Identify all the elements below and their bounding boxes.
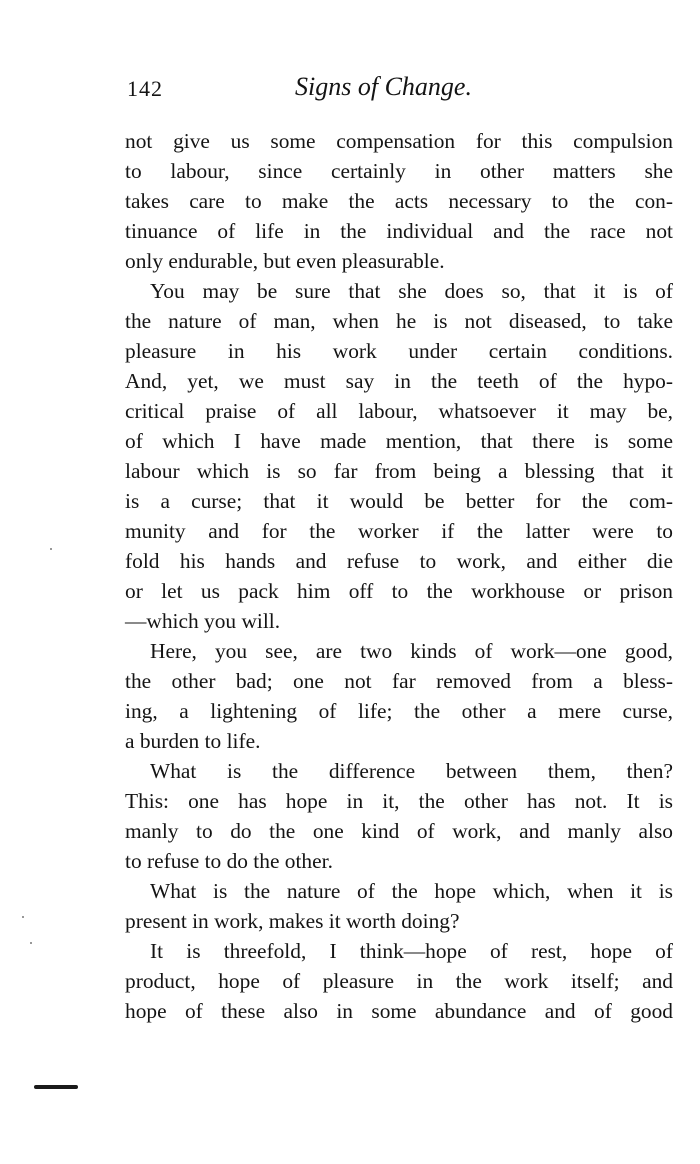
text-line: Here, you see, are two kinds of work—one good, xyxy=(150,639,673,663)
text-line: takes care to make the acts necessary to the con- xyxy=(125,189,673,213)
text-line: labour which is so far from being a blessing that it xyxy=(125,459,673,483)
text-line: —which you will. xyxy=(125,609,281,633)
text-line: You may be sure that she does so, that it is of xyxy=(150,279,673,303)
text-line: of which I have made mention, that there is some xyxy=(125,429,673,453)
text-line: It is threefold, I think—hope of rest, hope of xyxy=(150,939,673,963)
text-line: product, hope of pleasure in the work itself; and xyxy=(125,969,673,993)
text-line: to labour, since certainly in other matters she xyxy=(125,159,673,183)
text-line: a burden to life. xyxy=(125,729,261,753)
text-line: munity and for the worker if the latter were to xyxy=(125,519,673,543)
text-line: What is the nature of the hope which, when it is xyxy=(150,879,673,903)
ink-smudge xyxy=(34,1085,78,1089)
text-line: is a curse; that it would be better for the com- xyxy=(125,489,673,513)
running-head xyxy=(127,72,675,108)
text-line: This: one has hope in it, the other has not. It is xyxy=(125,789,673,813)
text-line: hope of these also in some abundance and of good xyxy=(125,999,673,1023)
text-line: And, yet, we must say in the teeth of the hypo- xyxy=(125,369,673,393)
text-line: present in work, makes it worth doing? xyxy=(125,909,460,933)
text-line: pleasure in his work under certain conditions. xyxy=(125,339,673,363)
text-line: the nature of man, when he is not diseased, to take xyxy=(125,309,673,333)
ink-speck xyxy=(50,548,52,550)
ink-speck xyxy=(22,916,24,918)
text-line: not give us some compensation for this compulsion xyxy=(125,129,673,153)
text-line: What is the difference between them, then? xyxy=(150,759,673,783)
text-line: the other bad; one not far removed from a bless- xyxy=(125,669,673,693)
text-line: ing, a lightening of life; the other a mere curse, xyxy=(125,699,673,723)
text-line: critical praise of all labour, whatsoever it may be, xyxy=(125,399,673,423)
text-line: tinuance of life in the individual and the race not xyxy=(125,219,673,243)
page-number: 142 xyxy=(127,76,163,101)
text-line: only endurable, but even pleasurable. xyxy=(125,249,445,273)
ink-speck xyxy=(30,942,32,944)
body-text xyxy=(125,126,673,1026)
text-line: fold his hands and refuse to work, and either die xyxy=(125,549,673,573)
text-line: to refuse to do the other. xyxy=(125,849,333,873)
text-line: or let us pack him off to the workhouse or prison xyxy=(125,579,673,603)
running-title: Signs of Change. xyxy=(295,72,472,101)
text-line: manly to do the one kind of work, and manly also xyxy=(125,819,673,843)
